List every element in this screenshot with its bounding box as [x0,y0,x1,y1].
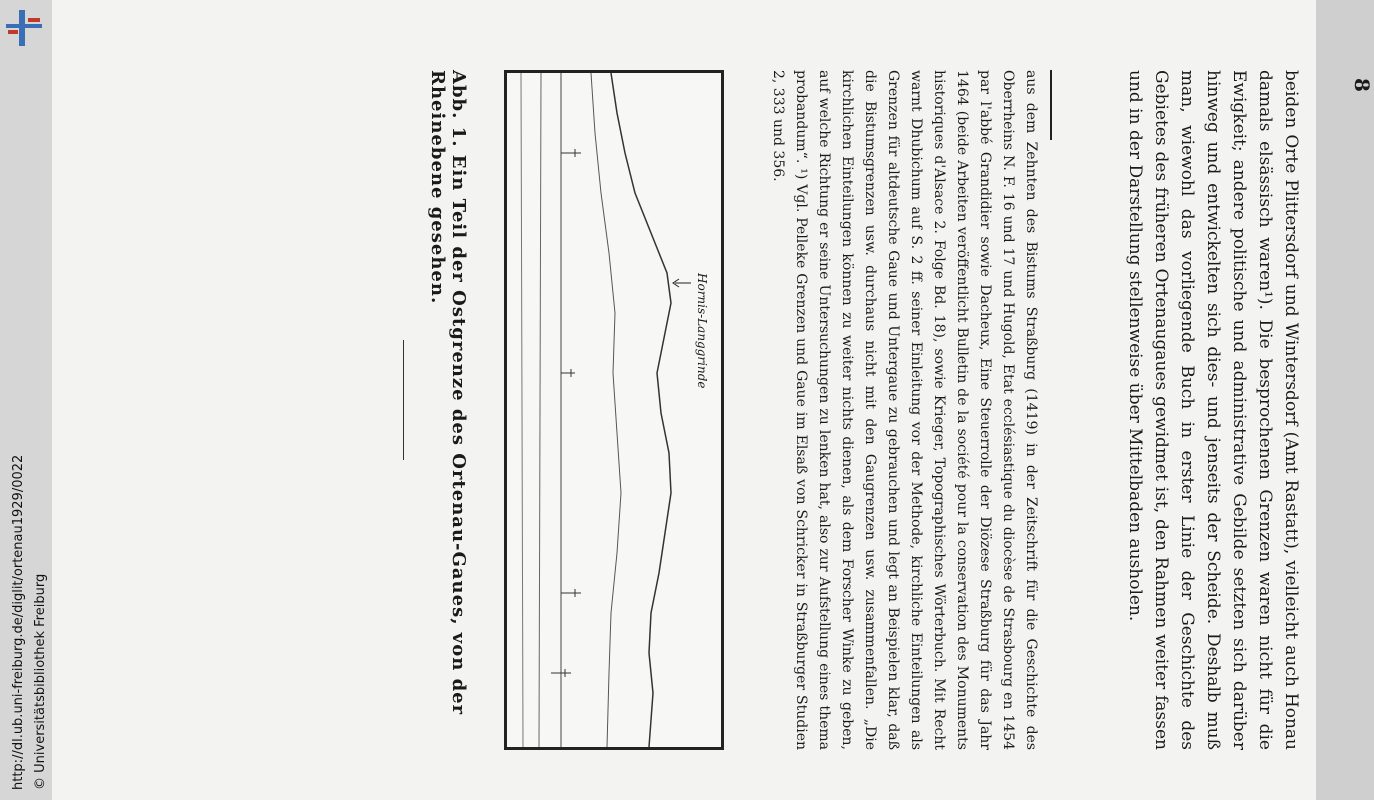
sidebar-url[interactable]: http://dl.ub.uni-freiburg.de/diglit/ortenau1929/0022 [11,454,26,790]
landscape-drawing [507,73,721,747]
landscape-figure [504,70,724,750]
library-logo-icon [4,8,44,48]
sidebar-source-text [8,455,52,790]
section-divider [403,340,404,460]
main-paragraph: beiden Orte Plittersdorf und Wintersdorf (Amt Rastatt), vielleicht auch Honau damals elsässisch waren¹). Die besprochenen Grenzen waren nicht für die Ewigkeit; andere politische und administrative Gebilde setzten sich darüber hinweg und entwickelten sich dies- und jenseits der Scheide. Deshalb muß man, wiewohl das vorliegende Buch in erster Linie der Geschichte des Gebietes des früheren Ortenaugaues gewidmet ist, den Rahmen weiter fassen und in der Darstellung stellenweise über Mittelbaden ausholen. [1125,70,1301,750]
scanned-page [52,0,1374,800]
footnote-divider [1050,70,1052,140]
viewer-sidebar [0,0,52,800]
sidebar-copyright: © Universitätsbibliothek Freiburg [33,573,48,790]
figure-label: Hornis-Langgrinde [695,273,709,389]
figure-caption: Abb. 1. Ein Teil der Ostgrenze des Ortenau-Gaues, von der Rheinebene gesehen. [427,70,469,716]
page-number: 8 [1350,78,1374,92]
rotated-page-content [84,70,1374,750]
footnotes: aus dem Zehnten des Bistums Straßburg (1419) in der Zeitschrift für die Geschichte des Oberrheins N. F. 16 und 17 und Hugold, Etat ecclésiastique du diocèse de Strasbourg en 1454 par l'abbé Grandidier sowie Dacheux, Eine Steuerrolle der Diözese Straßburg für das Jahr 1464 (beide Arbeiten veröffentlicht Bulletin de la société pour la conservation des Monuments historiques d'Alsace 2. Folge Bd. 18), sowie Krieger, Topographisches Wörterbuch. Mit Recht warnt Dhubichum auf S. 2 ff. seiner Einleitung vor der Methode, kirchliche Einteilungen als Grenzen für altdeutsche Gaue und Untergaue zu gebrauchen und legt an Beispielen klar, daß die Bistumsgrenzen usw. durchaus nicht mit den Gaugrenzen usw. zusammenfallen. „Die kirchlichen Einteilungen können zu weiter nichts dienen, als dem Forscher Winke zu geben, auf welche Richtung er seine Untersuchungen zu lenken hat, also zur Aufstellung eines thema probandum“. ¹) Vgl. Pelleke Grenzen und Gaue im Elsaß von Schricker in Straßburger Studien 2, 333 und 356. [770,70,1039,750]
